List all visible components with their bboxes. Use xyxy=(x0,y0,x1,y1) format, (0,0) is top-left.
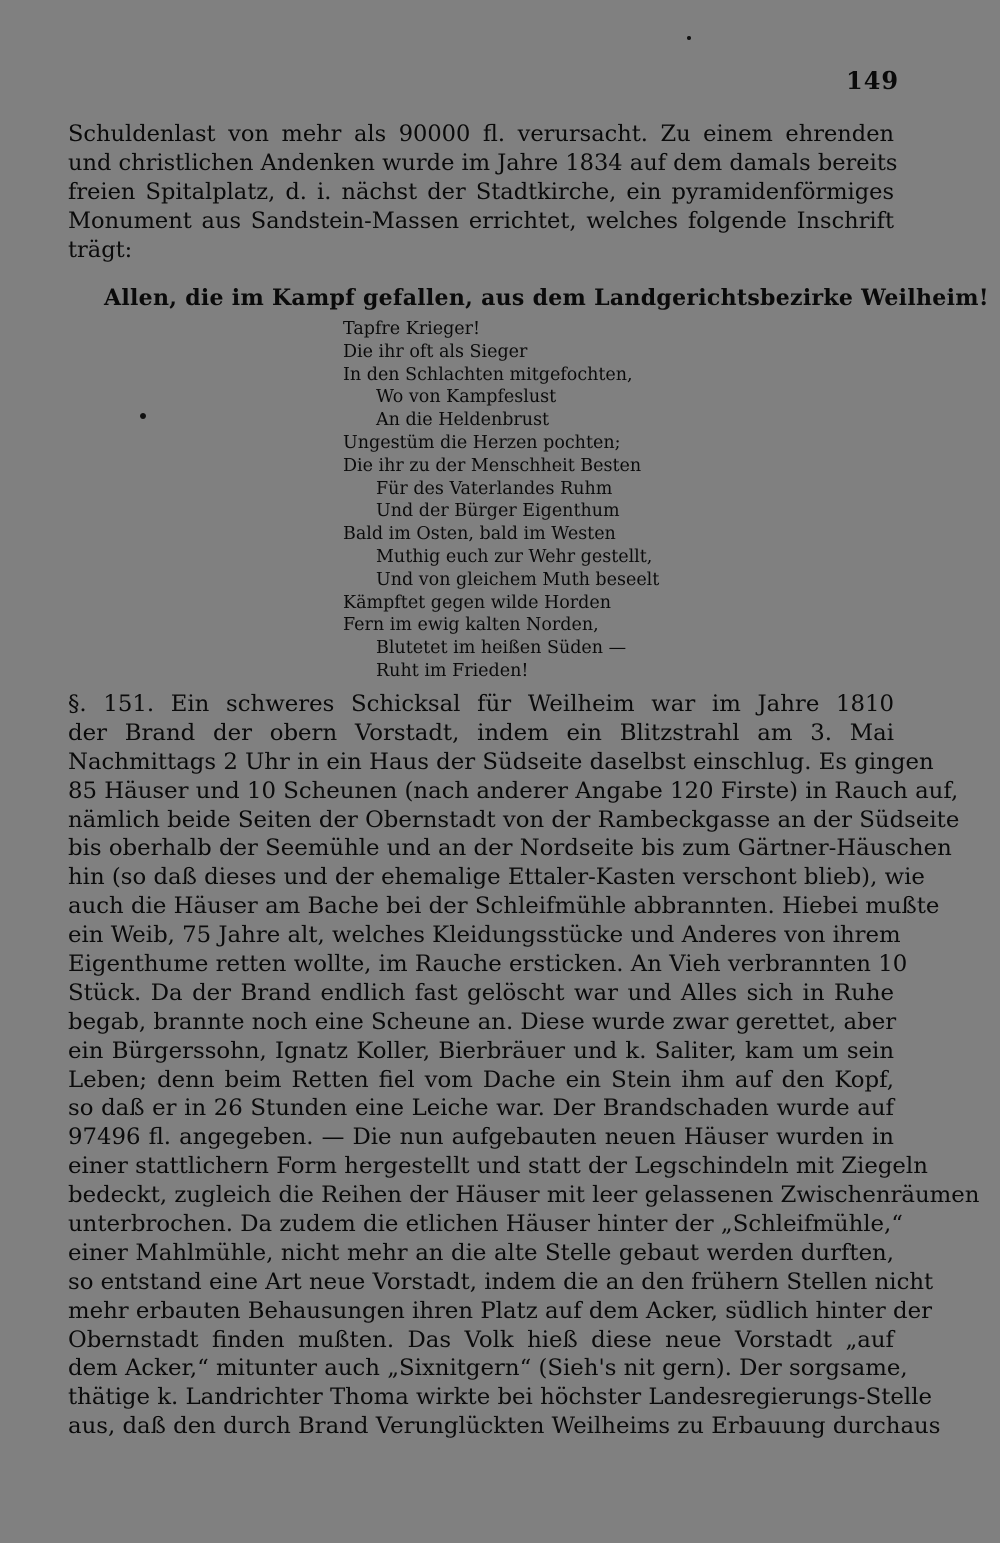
text-line: Monument aus Sandstein-Massen errichtet, welches folgende Inschrift xyxy=(68,207,894,234)
text-line: Stück. Da der Brand endlich fast gelöscht war und Alles sich in Ruhe xyxy=(68,979,894,1006)
poem-line: Wo von Kampfeslust xyxy=(376,387,557,408)
poem-line: Bald im Osten, bald im Westen xyxy=(343,524,616,545)
poem-line: Blutetet im heißen Süden — xyxy=(376,638,627,659)
text-line: einer stattlichern Form hergestellt und statt der Legschindeln mit Ziegeln xyxy=(68,1153,928,1180)
ink-speck xyxy=(140,413,146,419)
text-line: so daß er in 26 Stunden eine Leiche war. Der Brandschaden wurde auf xyxy=(68,1095,894,1122)
text-line: aus, daß den durch Brand Verunglückten Weilheims zu Erbauung durchaus xyxy=(68,1413,941,1440)
poem-line: Tapfre Krieger! xyxy=(343,319,481,339)
text-line: 85 Häuser und 10 Scheunen (nach anderer Angabe 120 Firste) in Rauch auf, xyxy=(68,777,959,804)
text-line: so entstand eine Art neue Vorstadt, indem die an den frühern Stellen nicht xyxy=(68,1268,934,1295)
poem-line: Fern im ewig kalten Norden, xyxy=(343,615,599,636)
poem-line: Kämpftet gegen wilde Horden xyxy=(343,592,612,613)
inscription-poem xyxy=(343,318,659,683)
text-line: unterbrochen. Da zudem die etlichen Häuser hinter der „Schleifmühle,“ xyxy=(68,1211,903,1238)
text-line: thätige k. Landrichter Thoma wirkte bei höchster Landesregierungs-Stelle xyxy=(68,1384,932,1411)
text-line: auch die Häuser am Bache bei der Schleifmühle abbrannten. Hiebei mußte xyxy=(68,893,940,920)
text-line: Schuldenlast von mehr als 90000 fl. verursacht. Zu einem ehrenden xyxy=(68,121,894,147)
ink-speck xyxy=(687,36,691,40)
inscription-heading: Allen, die im Kampf gefallen, aus dem Landgerichtsbezirke Weilheim! xyxy=(104,285,989,311)
text-line: Nachmittags 2 Uhr in ein Haus der Südseite daselbst einschlug. Es gingen xyxy=(68,748,934,775)
paragraph-2 xyxy=(68,690,980,1441)
poem-line: Für des Vaterlandes Ruhm xyxy=(376,478,613,499)
poem-line: In den Schlachten mitgefochten, xyxy=(343,364,633,385)
text-line: trägt: xyxy=(68,236,133,263)
text-line: Obernstadt finden mußten. Das Volk hieß diese neue Vorstadt „auf xyxy=(68,1326,894,1353)
text-line: nämlich beide Seiten der Obernstadt von der Rambeckgasse an der Südseite xyxy=(68,806,960,833)
poem-line: An die Heldenbrust xyxy=(376,410,550,431)
poem-line: Die ihr oft als Sieger xyxy=(343,341,528,362)
text-line: dem Acker,“ mitunter auch „Sixnitgern“ (Sieh's nit gern). Der sorgsame, xyxy=(68,1355,908,1382)
page-number: 149 xyxy=(846,66,900,95)
poem-line: Ruht im Frieden! xyxy=(376,660,529,681)
text-line: und christlichen Andenken wurde im Jahre 1834 auf dem damals bereits xyxy=(68,149,898,176)
text-line: begab, brannte noch eine Scheune an. Diese wurde zwar gerettet, aber xyxy=(68,1008,897,1035)
poem-line: Und von gleichem Muth beseelt xyxy=(376,569,660,590)
text-line: bedeckt, zugleich die Reihen der Häuser mit leer gelassenen Zwischenräumen xyxy=(68,1182,980,1209)
poem-line: Die ihr zu der Menschheit Besten xyxy=(343,455,642,476)
text-line: Leben; denn beim Retten fiel vom Dache ein Stein ihm auf den Kopf, xyxy=(68,1066,894,1093)
text-line: einer Mahlmühle, nicht mehr an die alte Stelle gebaut werden durften, xyxy=(68,1239,894,1266)
text-line: freien Spitalplatz, d. i. nächst der Stadtkirche, ein pyramidenförmiges xyxy=(68,178,894,205)
text-line: ein Bürgerssohn, Ignatz Koller, Bierbräuer und k. Saliter, kam um sein xyxy=(68,1037,894,1064)
text-line: 97496 fl. angegeben. — Die nun aufgebauten neuen Häuser wurden in xyxy=(68,1124,894,1151)
text-line: mehr erbauten Behausungen ihren Platz auf dem Acker, südlich hinter der xyxy=(68,1297,932,1324)
text-line: Eigenthume retten wollte, im Rauche ersticken. An Vieh verbrannten 10 xyxy=(68,951,908,978)
poem-line: Und der Bürger Eigenthum xyxy=(376,501,620,522)
text-line: §. 151. Ein schweres Schicksal für Weilheim war im Jahre 1810 xyxy=(68,691,894,717)
text-line: hin (so daß dieses und der ehemalige Ettaler-Kasten verschont blieb), wie xyxy=(68,864,925,891)
text-line: ein Weib, 75 Jahre alt, welches Kleidungsstücke und Anderes von ihrem xyxy=(68,922,901,949)
text-line: der Brand der obern Vorstadt, indem ein Blitzstrahl am 3. Mai xyxy=(68,719,894,746)
poem-line: Muthig euch zur Wehr gestellt, xyxy=(376,546,653,567)
paragraph-1 xyxy=(68,120,898,264)
text-line: bis oberhalb der Seemühle und an der Nordseite bis zum Gärtner-Häuschen xyxy=(68,835,952,862)
poem-line: Ungestüm die Herzen pochten; xyxy=(343,432,621,453)
